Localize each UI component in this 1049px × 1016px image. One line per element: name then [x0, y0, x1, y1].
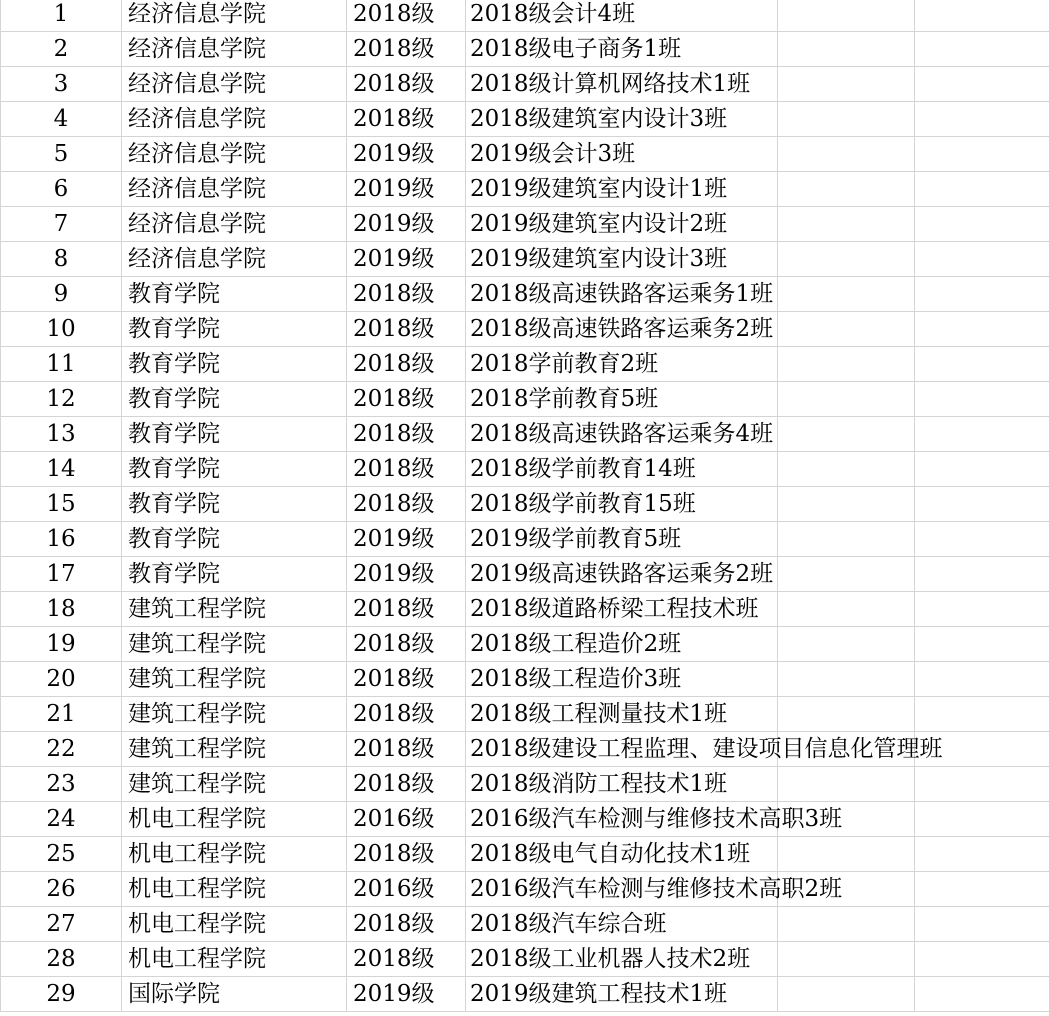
class-name-cell[interactable]: 2018级工程造价3班	[466, 662, 778, 697]
class-name-cell[interactable]: 2018级工程造价2班	[466, 627, 778, 662]
college-cell[interactable]: 经济信息学院	[122, 0, 347, 32]
empty-cell[interactable]	[778, 662, 915, 697]
row-number-cell[interactable]: 12	[1, 382, 122, 417]
college-cell[interactable]: 机电工程学院	[122, 872, 347, 907]
empty-cell[interactable]	[778, 977, 915, 1012]
college-cell[interactable]: 经济信息学院	[122, 67, 347, 102]
empty-cell[interactable]	[778, 137, 915, 172]
empty-cell[interactable]	[915, 312, 1049, 347]
row-number-cell[interactable]: 9	[1, 277, 122, 312]
class-name-cell[interactable]: 2016级汽车检测与维修技术高职3班	[466, 802, 778, 837]
college-cell[interactable]: 教育学院	[122, 452, 347, 487]
grade-cell[interactable]: 2018级	[347, 102, 466, 137]
table-row	[1, 837, 1049, 872]
table-row	[1, 942, 1049, 977]
table-row	[1, 32, 1049, 67]
class-name-cell[interactable]: 2018级汽车综合班	[466, 907, 778, 942]
class-name-cell[interactable]: 2016级汽车检测与维修技术高职2班	[466, 872, 778, 907]
table-row	[1, 487, 1049, 522]
grade-cell[interactable]: 2018级	[347, 452, 466, 487]
row-number-cell[interactable]: 2	[1, 32, 122, 67]
row-number-cell[interactable]: 3	[1, 67, 122, 102]
empty-cell[interactable]	[915, 802, 1049, 837]
college-cell[interactable]: 机电工程学院	[122, 907, 347, 942]
grade-cell[interactable]: 2018级	[347, 697, 466, 732]
empty-cell[interactable]	[915, 942, 1049, 977]
table-row	[1, 417, 1049, 452]
empty-cell[interactable]	[778, 837, 915, 872]
empty-cell[interactable]	[778, 347, 915, 382]
empty-cell[interactable]	[778, 67, 915, 102]
class-name-cell[interactable]: 2018级建设工程监理、建设项目信息化管理班	[466, 732, 778, 767]
row-number-cell[interactable]: 1	[1, 0, 122, 32]
grade-cell[interactable]: 2018级	[347, 662, 466, 697]
table-row	[1, 452, 1049, 487]
grade-cell[interactable]: 2018级	[347, 277, 466, 312]
empty-cell[interactable]	[915, 67, 1049, 102]
table-row	[1, 172, 1049, 207]
empty-cell[interactable]	[778, 32, 915, 67]
grade-cell[interactable]: 2018级	[347, 627, 466, 662]
grade-cell[interactable]: 2018级	[347, 732, 466, 767]
empty-cell[interactable]	[915, 627, 1049, 662]
college-cell[interactable]: 国际学院	[122, 977, 347, 1012]
class-name-cell[interactable]: 2019级会计3班	[466, 137, 778, 172]
grade-cell[interactable]: 2018级	[347, 942, 466, 977]
class-name-cell[interactable]: 2018级电气自动化技术1班	[466, 837, 778, 872]
empty-cell[interactable]	[915, 837, 1049, 872]
table-row	[1, 802, 1049, 837]
class-name-cell[interactable]: 2018级学前教育14班	[466, 452, 778, 487]
college-cell[interactable]: 建筑工程学院	[122, 767, 347, 802]
table-row	[1, 102, 1049, 137]
grade-cell[interactable]: 2018级	[347, 312, 466, 347]
row-number-cell[interactable]: 4	[1, 102, 122, 137]
grade-cell[interactable]: 2019级	[347, 207, 466, 242]
empty-cell[interactable]	[778, 207, 915, 242]
table-row	[1, 137, 1049, 172]
row-number-cell[interactable]: 14	[1, 452, 122, 487]
class-name-cell[interactable]: 2018级道路桥梁工程技术班	[466, 592, 778, 627]
table-row	[1, 382, 1049, 417]
grade-cell[interactable]: 2019级	[347, 977, 466, 1012]
empty-cell[interactable]	[778, 417, 915, 452]
college-cell[interactable]: 教育学院	[122, 382, 347, 417]
row-number-cell[interactable]: 18	[1, 592, 122, 627]
empty-cell[interactable]	[915, 557, 1049, 592]
class-name-cell[interactable]: 2019级建筑工程技术1班	[466, 977, 778, 1012]
college-cell[interactable]: 教育学院	[122, 522, 347, 557]
empty-cell[interactable]	[778, 312, 915, 347]
empty-cell[interactable]	[915, 32, 1049, 67]
table-row	[1, 767, 1049, 802]
empty-cell[interactable]	[778, 522, 915, 557]
college-cell[interactable]: 经济信息学院	[122, 137, 347, 172]
empty-cell[interactable]	[778, 942, 915, 977]
college-cell[interactable]: 教育学院	[122, 557, 347, 592]
row-number-cell[interactable]: 25	[1, 837, 122, 872]
empty-cell[interactable]	[915, 977, 1049, 1012]
empty-cell[interactable]	[915, 907, 1049, 942]
row-number-cell[interactable]: 20	[1, 662, 122, 697]
class-name-cell[interactable]: 2018级高速铁路客运乘务2班	[466, 312, 778, 347]
class-name-cell[interactable]: 2019级建筑室内设计2班	[466, 207, 778, 242]
row-number-cell[interactable]: 26	[1, 872, 122, 907]
college-cell[interactable]: 机电工程学院	[122, 837, 347, 872]
row-number-cell[interactable]: 17	[1, 557, 122, 592]
table-row	[1, 592, 1049, 627]
empty-cell[interactable]	[778, 557, 915, 592]
empty-cell[interactable]	[915, 347, 1049, 382]
row-number-cell[interactable]: 8	[1, 242, 122, 277]
row-number-cell[interactable]: 11	[1, 347, 122, 382]
empty-cell[interactable]	[915, 487, 1049, 522]
college-cell[interactable]: 教育学院	[122, 487, 347, 522]
table-row	[1, 347, 1049, 382]
row-number-cell[interactable]: 19	[1, 627, 122, 662]
grade-cell[interactable]: 2018级	[347, 382, 466, 417]
empty-cell[interactable]	[915, 662, 1049, 697]
row-number-cell[interactable]: 13	[1, 417, 122, 452]
table-row	[1, 277, 1049, 312]
grade-cell[interactable]: 2019级	[347, 242, 466, 277]
grade-cell[interactable]: 2018级	[347, 0, 466, 32]
class-name-cell[interactable]: 2018学前教育2班	[466, 347, 778, 382]
class-name-cell[interactable]: 2018级计算机网络技术1班	[466, 67, 778, 102]
empty-cell[interactable]	[915, 102, 1049, 137]
empty-cell[interactable]	[915, 172, 1049, 207]
college-cell[interactable]: 经济信息学院	[122, 32, 347, 67]
empty-cell[interactable]	[778, 627, 915, 662]
college-cell[interactable]: 经济信息学院	[122, 207, 347, 242]
college-cell[interactable]: 教育学院	[122, 417, 347, 452]
row-number-cell[interactable]: 16	[1, 522, 122, 557]
grade-cell[interactable]: 2019级	[347, 557, 466, 592]
grade-cell[interactable]: 2018级	[347, 32, 466, 67]
table-row	[1, 67, 1049, 102]
college-cell[interactable]: 建筑工程学院	[122, 697, 347, 732]
empty-cell[interactable]	[778, 697, 915, 732]
empty-cell[interactable]	[915, 697, 1049, 732]
grade-cell[interactable]: 2018级	[347, 592, 466, 627]
empty-cell[interactable]	[915, 0, 1049, 32]
class-name-cell[interactable]: 2018级电子商务1班	[466, 32, 778, 67]
empty-cell[interactable]	[915, 417, 1049, 452]
empty-cell[interactable]	[915, 767, 1049, 802]
grade-cell[interactable]: 2018级	[347, 767, 466, 802]
empty-cell[interactable]	[778, 907, 915, 942]
row-number-cell[interactable]: 5	[1, 137, 122, 172]
class-name-cell[interactable]: 2018级会计4班	[466, 0, 778, 32]
class-name-cell[interactable]: 2018级高速铁路客运乘务4班	[466, 417, 778, 452]
table-row	[1, 697, 1049, 732]
table-row	[1, 0, 1049, 32]
row-number-cell[interactable]: 15	[1, 487, 122, 522]
class-name-cell[interactable]: 2018级工程测量技术1班	[466, 697, 778, 732]
empty-cell[interactable]	[778, 242, 915, 277]
grade-cell[interactable]: 2019级	[347, 522, 466, 557]
empty-cell[interactable]	[778, 102, 915, 137]
empty-cell[interactable]	[778, 452, 915, 487]
class-name-cell[interactable]: 2019级建筑室内设计3班	[466, 242, 778, 277]
grade-cell[interactable]: 2018级	[347, 487, 466, 522]
class-name-cell[interactable]: 2018级高速铁路客运乘务1班	[466, 277, 778, 312]
empty-cell[interactable]	[915, 522, 1049, 557]
college-cell[interactable]: 机电工程学院	[122, 942, 347, 977]
row-number-cell[interactable]: 23	[1, 767, 122, 802]
grade-cell[interactable]: 2019级	[347, 172, 466, 207]
empty-cell[interactable]	[778, 487, 915, 522]
row-number-cell[interactable]: 10	[1, 312, 122, 347]
empty-cell[interactable]	[778, 767, 915, 802]
class-name-cell[interactable]: 2019级高速铁路客运乘务2班	[466, 557, 778, 592]
grade-cell[interactable]: 2018级	[347, 837, 466, 872]
class-name-cell[interactable]: 2018级消防工程技术1班	[466, 767, 778, 802]
spreadsheet-body	[1, 0, 1049, 1012]
class-name-cell[interactable]: 2019级学前教育5班	[466, 522, 778, 557]
empty-cell[interactable]	[915, 872, 1049, 907]
empty-cell[interactable]	[778, 592, 915, 627]
college-cell[interactable]: 机电工程学院	[122, 802, 347, 837]
row-number-cell[interactable]: 6	[1, 172, 122, 207]
class-name-cell[interactable]: 2019级建筑室内设计1班	[466, 172, 778, 207]
grade-cell[interactable]: 2019级	[347, 137, 466, 172]
table-row	[1, 557, 1049, 592]
college-cell[interactable]: 经济信息学院	[122, 242, 347, 277]
empty-cell[interactable]	[915, 242, 1049, 277]
table-row	[1, 662, 1049, 697]
grade-cell[interactable]: 2016级	[347, 802, 466, 837]
college-cell[interactable]: 经济信息学院	[122, 102, 347, 137]
college-cell[interactable]: 建筑工程学院	[122, 627, 347, 662]
row-number-cell[interactable]: 24	[1, 802, 122, 837]
college-cell[interactable]: 建筑工程学院	[122, 592, 347, 627]
class-name-cell[interactable]: 2018级工业机器人技术2班	[466, 942, 778, 977]
table-row	[1, 732, 1049, 767]
class-name-cell[interactable]: 2018级建筑室内设计3班	[466, 102, 778, 137]
empty-cell[interactable]	[915, 592, 1049, 627]
row-number-cell[interactable]: 27	[1, 907, 122, 942]
empty-cell[interactable]	[915, 382, 1049, 417]
grade-cell[interactable]: 2016级	[347, 872, 466, 907]
empty-cell[interactable]	[778, 277, 915, 312]
table-row	[1, 627, 1049, 662]
table-row	[1, 522, 1049, 557]
grade-cell[interactable]: 2018级	[347, 67, 466, 102]
table-row	[1, 242, 1049, 277]
table-row	[1, 207, 1049, 242]
college-cell[interactable]: 教育学院	[122, 277, 347, 312]
table-row	[1, 907, 1049, 942]
college-cell[interactable]: 经济信息学院	[122, 172, 347, 207]
grade-cell[interactable]: 2018级	[347, 907, 466, 942]
empty-cell[interactable]	[915, 207, 1049, 242]
grade-cell[interactable]: 2018级	[347, 347, 466, 382]
row-number-cell[interactable]: 28	[1, 942, 122, 977]
college-cell[interactable]: 教育学院	[122, 312, 347, 347]
row-number-cell[interactable]: 22	[1, 732, 122, 767]
table-row	[1, 872, 1049, 907]
class-name-cell[interactable]: 2018学前教育5班	[466, 382, 778, 417]
empty-cell[interactable]	[778, 382, 915, 417]
empty-cell[interactable]	[915, 137, 1049, 172]
college-cell[interactable]: 建筑工程学院	[122, 732, 347, 767]
table-row	[1, 312, 1049, 347]
row-number-cell[interactable]: 7	[1, 207, 122, 242]
college-cell[interactable]: 教育学院	[122, 347, 347, 382]
empty-cell[interactable]	[778, 172, 915, 207]
grade-cell[interactable]: 2018级	[347, 417, 466, 452]
class-name-cell[interactable]: 2018级学前教育15班	[466, 487, 778, 522]
table-row	[1, 977, 1049, 1012]
row-number-cell[interactable]: 21	[1, 697, 122, 732]
empty-cell[interactable]	[778, 0, 915, 32]
row-number-cell[interactable]: 29	[1, 977, 122, 1012]
college-cell[interactable]: 建筑工程学院	[122, 662, 347, 697]
empty-cell[interactable]	[915, 277, 1049, 312]
empty-cell[interactable]	[915, 452, 1049, 487]
